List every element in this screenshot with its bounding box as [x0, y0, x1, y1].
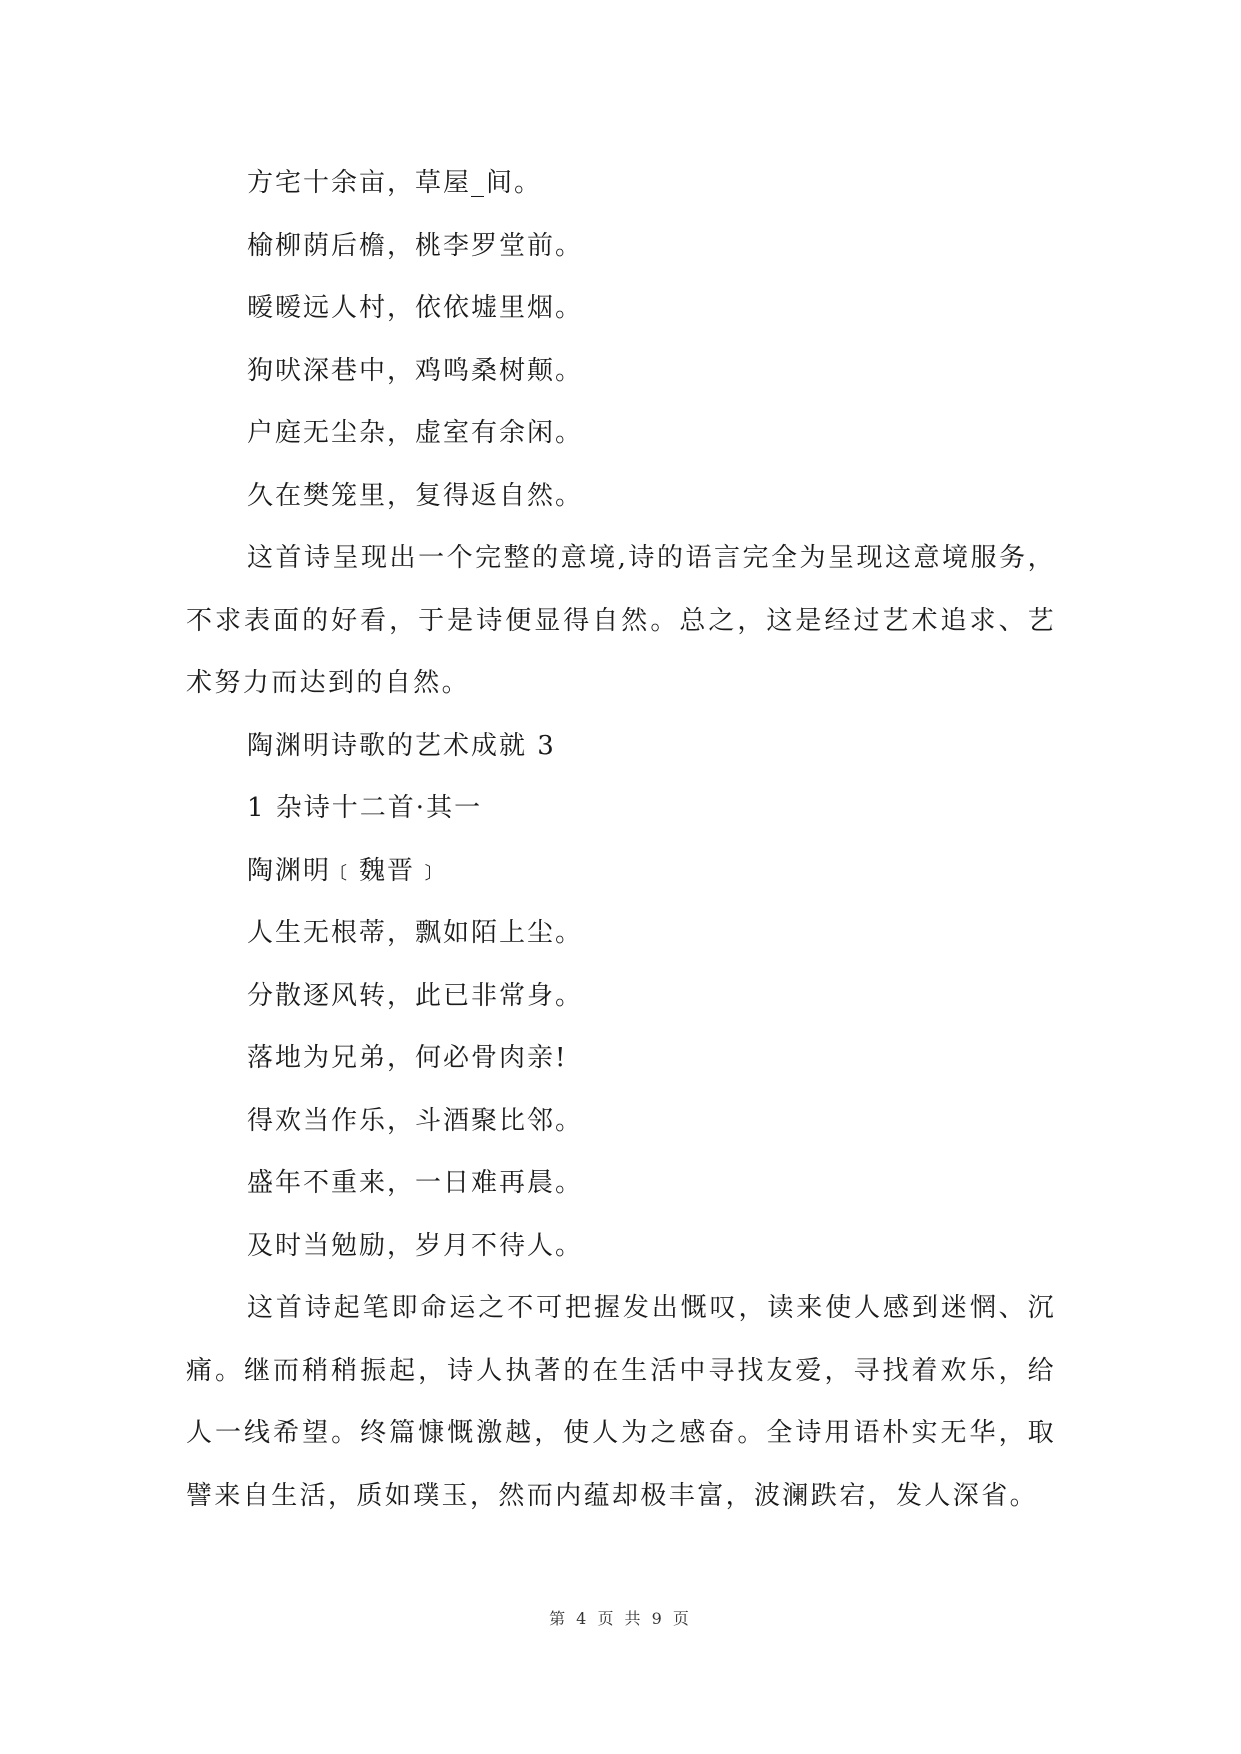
poem-line: 盛年不重来，一日难再晨。 [247, 1168, 584, 1198]
poem-line: 人生无根蒂，飘如陌上尘。 [247, 918, 584, 948]
commentary-paragraph: 这首诗起笔即命运之不可把握发出慨叹，读来使人感到迷惘、沉痛。继而稍稍振起，诗人执著的在生活中寻找友爱，寻找着欢乐，给人一线希望。终篇慷慨激越，使人为之感奋。全诗用语朴实无华，取譬来自生活，质如璞玉，然而内蕴却极丰富，波澜跌宕，发人深省。 [186, 1293, 1056, 1511]
page-number-footer: 第 4 页 共 9 页 [549, 1609, 692, 1628]
poem-line: 分散逐风转，此已非常身。 [247, 980, 584, 1011]
poem-line: 榆柳荫后檐，桃李罗堂前。 [247, 230, 584, 261]
poem-line: 户庭无尘杂，虚室有余闲。 [247, 418, 584, 448]
document-body [186, 152, 1056, 1527]
commentary-paragraph: 这首诗呈现出一个完整的意境,诗的语言完全为呈现这意境服务，不求表面的好看，于是诗便显得自然。总之，这是经过艺术追求、艺术努力而达到的自然。 [186, 543, 1056, 698]
section-title: 陶渊明诗歌的艺术成就 3 [247, 730, 556, 761]
poem-line: 狗吠深巷中，鸡鸣桑树颠。 [247, 355, 584, 386]
poem-line: 久在樊笼里，复得返自然。 [247, 480, 584, 511]
poem-line: 及时当勉励，岁月不待人。 [247, 1230, 584, 1261]
poem-line: 得欢当作乐，斗酒聚比邻。 [247, 1105, 584, 1136]
poem-line: 暧暧远人村，依依墟里烟。 [247, 293, 584, 323]
poem-line: 方宅十余亩，草屋_间。 [247, 168, 543, 198]
poem-line: 落地为兄弟，何必骨肉亲! [247, 1043, 568, 1073]
poem-title: 1 杂诗十二首·其一 [247, 793, 483, 823]
poem-author: 陶渊明﹝魏晋﹞ [247, 855, 444, 886]
